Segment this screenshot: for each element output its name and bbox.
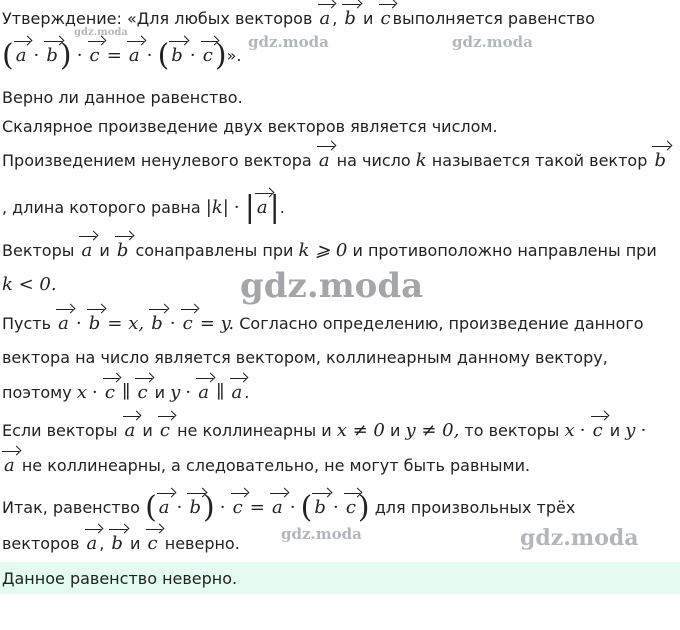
vector-b: b bbox=[116, 240, 129, 261]
vector-b: b bbox=[151, 313, 163, 334]
direction-line-1 bbox=[2, 240, 657, 261]
statement-equation bbox=[2, 38, 241, 73]
conclusion-text-4: неверно. bbox=[164, 534, 240, 553]
let-line-1 bbox=[2, 313, 644, 334]
let-text-2: Согласно определению, произведение данного bbox=[239, 314, 644, 333]
vector-c: c bbox=[104, 382, 115, 403]
watermark: gdz.moda bbox=[452, 33, 533, 51]
vector-a: a bbox=[58, 313, 69, 334]
vector-c: c bbox=[202, 45, 213, 66]
dot-symbol: · bbox=[33, 45, 40, 66]
if-text-3: то векторы bbox=[464, 421, 560, 440]
dot-symbol: · bbox=[579, 420, 586, 441]
definition-text: Произведением ненулевого вектора bbox=[2, 151, 312, 170]
vector-c: c bbox=[380, 8, 391, 29]
vector-a: a bbox=[86, 533, 98, 554]
var-y: y bbox=[170, 382, 181, 403]
dot-symbol: · bbox=[169, 313, 176, 334]
abs-bar: | bbox=[222, 197, 229, 218]
vector-a: a bbox=[198, 382, 209, 403]
scalar-k: k bbox=[211, 197, 223, 218]
paren: ) bbox=[214, 38, 227, 73]
vector-b: b bbox=[111, 533, 123, 554]
watermark: gdz.moda bbox=[240, 266, 424, 306]
and-text: и bbox=[154, 383, 166, 402]
conclusion-line-1 bbox=[2, 490, 575, 525]
statement-end: ». bbox=[226, 46, 242, 65]
statement-text: Утверждение: «Для любых векторов bbox=[2, 9, 313, 28]
definition-text-4: , длина которого равна bbox=[2, 198, 201, 217]
abs-bar: | bbox=[269, 190, 280, 225]
vector-a: a bbox=[271, 497, 283, 518]
dot-symbol: · bbox=[289, 497, 296, 518]
conclusion-text: Итак, равенство bbox=[2, 498, 140, 517]
equation-x: = x, bbox=[107, 313, 145, 334]
if-text-4: не коллинеарны, а следовательно, не могут быть равными. bbox=[21, 456, 531, 475]
and-text: и bbox=[363, 9, 374, 28]
equation-y: = y. bbox=[199, 313, 235, 334]
vector-b: b bbox=[654, 150, 666, 171]
vector-a: a bbox=[81, 240, 93, 261]
vector-a: a bbox=[158, 497, 170, 518]
let-text: Пусть bbox=[2, 314, 52, 333]
dot-symbol: · bbox=[332, 497, 339, 518]
vector-b: b bbox=[171, 45, 183, 66]
conclusion-text-2: для произвольных трёх bbox=[374, 498, 576, 517]
dot-symbol: · bbox=[189, 45, 196, 66]
vector-c: c bbox=[89, 45, 100, 66]
dot-symbol: · bbox=[185, 382, 192, 403]
let-text-4: поэтому bbox=[2, 383, 72, 402]
definition-line-1 bbox=[2, 150, 668, 171]
and-text: и bbox=[99, 241, 110, 260]
vector-a: a bbox=[231, 382, 243, 403]
var-x: x bbox=[76, 382, 87, 403]
vector-c: c bbox=[232, 497, 243, 518]
if-text: Если векторы bbox=[2, 421, 118, 440]
parallel-symbol: ∥ bbox=[216, 382, 225, 403]
paren: ) bbox=[202, 490, 215, 525]
vector-a: a bbox=[4, 455, 15, 476]
vector-c: c bbox=[345, 497, 356, 518]
condition-k-nonneg: k ⩾ 0 bbox=[298, 240, 348, 261]
and-text: и bbox=[130, 534, 141, 553]
condition-x: x ≠ 0 bbox=[336, 420, 385, 441]
paren: ( bbox=[300, 490, 313, 525]
let-line-3: поэтому x · c ∥ c и y · a ∥ a . bbox=[2, 382, 250, 403]
conclusion-line-2: векторов a , b и c неверно. bbox=[2, 533, 240, 554]
dot-symbol: · bbox=[176, 497, 183, 518]
if-line-1 bbox=[2, 420, 646, 441]
equals-symbol: = bbox=[106, 45, 122, 66]
equals-symbol: = bbox=[249, 497, 265, 518]
paren: ) bbox=[59, 38, 72, 73]
abs-bar: | bbox=[244, 190, 255, 225]
vector-b: b bbox=[189, 497, 201, 518]
direction-text: Векторы bbox=[2, 241, 75, 260]
watermark: gdz.moda bbox=[281, 525, 362, 543]
watermark: gdz.moda bbox=[248, 33, 329, 51]
vector-c: c bbox=[147, 533, 158, 554]
direction-text-2: сонаправлены при bbox=[135, 241, 294, 260]
dot-symbol: · bbox=[75, 313, 82, 334]
dot-symbol: · bbox=[640, 420, 647, 441]
direction-line-2 bbox=[2, 274, 57, 295]
definition-text-2: на число bbox=[336, 151, 411, 170]
answer-box bbox=[0, 562, 680, 594]
answer-text: Данное равенство неверно. bbox=[2, 569, 238, 588]
statement-line-1: Утверждение: «Для любых векторов a , b и c выполняется равенство bbox=[2, 8, 595, 29]
vector-b: b bbox=[88, 313, 101, 334]
statement-text-2: выполняется равенство bbox=[392, 9, 595, 28]
vector-c: c bbox=[137, 382, 148, 403]
watermark: gdz.moda bbox=[520, 525, 639, 551]
paren: ( bbox=[157, 38, 170, 73]
condition-k-neg: k < 0. bbox=[2, 274, 57, 295]
var-y: y bbox=[625, 420, 636, 441]
vector-b: b bbox=[46, 45, 58, 66]
vector-a: a bbox=[124, 420, 136, 441]
vector-a: a bbox=[319, 8, 331, 29]
vector-b: b bbox=[344, 8, 356, 29]
and-text: и bbox=[609, 421, 621, 440]
vector-c: c bbox=[159, 420, 170, 441]
parallel-symbol: ∥ bbox=[122, 382, 131, 403]
paren: ( bbox=[2, 38, 14, 73]
vector-a: a bbox=[15, 45, 27, 66]
vector-a: a bbox=[128, 45, 140, 66]
abs-bar: | bbox=[205, 197, 212, 218]
vector-c: c bbox=[182, 313, 193, 334]
condition-y: y ≠ 0, bbox=[405, 420, 460, 441]
dot-symbol: · bbox=[233, 197, 240, 218]
dot-symbol: · bbox=[76, 45, 83, 66]
dot-symbol: · bbox=[219, 497, 226, 518]
if-line-2 bbox=[2, 455, 530, 476]
vector-c: c bbox=[592, 420, 603, 441]
watermark: gdz.moda bbox=[74, 27, 128, 38]
scalar-k: k bbox=[415, 150, 427, 171]
conclusion-text-3: векторов bbox=[2, 534, 80, 553]
if-text-2: не коллинеарны и bbox=[177, 421, 332, 440]
paren: ( bbox=[145, 490, 157, 525]
and-text: и bbox=[389, 421, 401, 440]
and-text: и bbox=[142, 421, 153, 440]
vector-a: a bbox=[318, 150, 330, 171]
definition-text-3: называется такой вектор bbox=[431, 151, 648, 170]
var-x: x bbox=[564, 420, 575, 441]
direction-text-3: и противоположно направлены при bbox=[352, 241, 657, 260]
dot-symbol: · bbox=[146, 45, 153, 66]
paren: ) bbox=[357, 490, 370, 525]
definition-line-2: , длина которого равна |k| · | a|. bbox=[2, 190, 285, 225]
let-line-2: вектора на число является вектором, коллинеарным данному вектору, bbox=[2, 348, 608, 367]
question-text: Верно ли данное равенство. bbox=[2, 88, 243, 107]
dot-symbol: · bbox=[92, 382, 98, 403]
vector-a: a bbox=[256, 197, 268, 218]
vector-b: b bbox=[314, 497, 326, 518]
fact-text: Скалярное произведение двух векторов является числом. bbox=[2, 117, 498, 136]
